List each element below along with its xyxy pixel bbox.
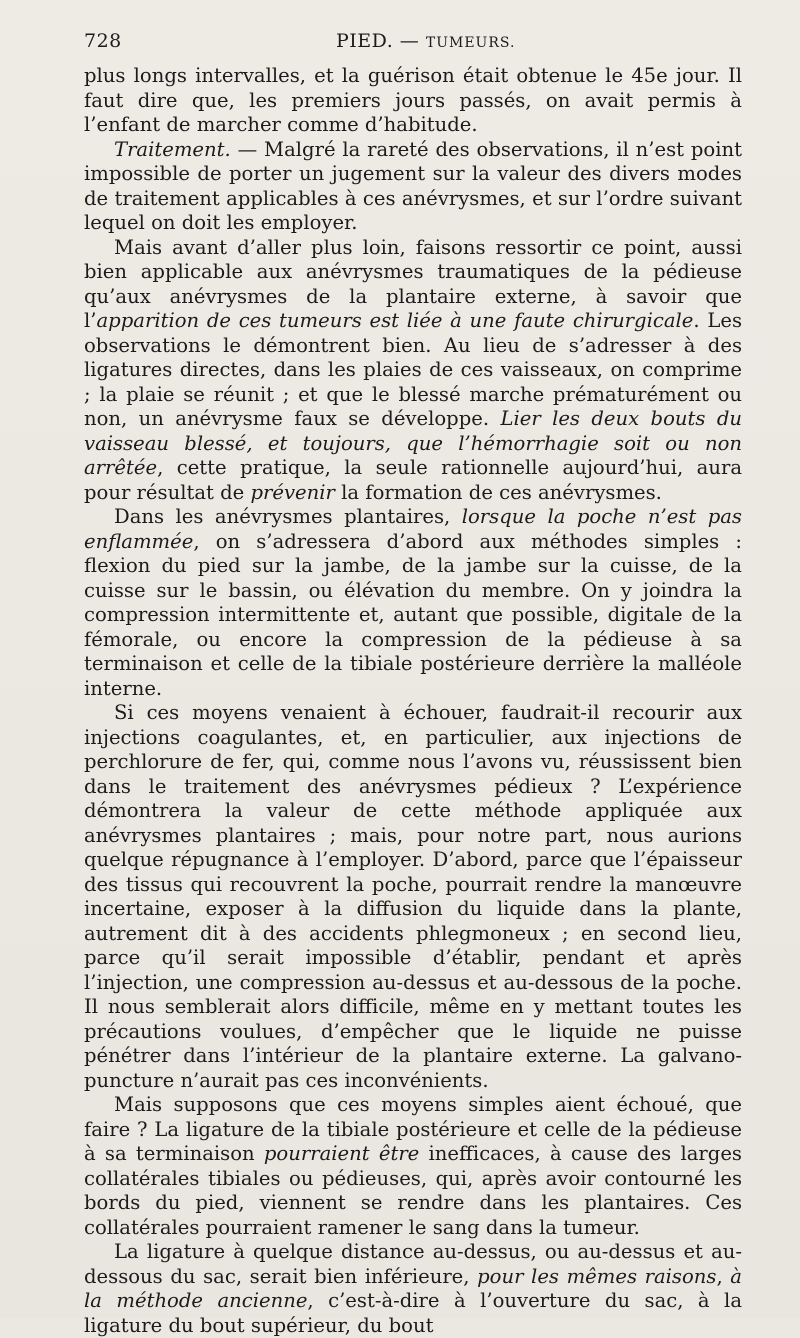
italic-text: pour les mêmes raisons (477, 1264, 717, 1288)
text-run: , (716, 1264, 731, 1288)
text-run: — Malgré la rareté des observations, il n’est point impossible de porter un jugement sur la valeur des divers modes de traitement applicables à ces anévrysmes, et sur l’ordre suivant lequel on doit les employer. (84, 137, 742, 234)
running-head-subtitle: TUMEURS. (425, 35, 516, 51)
paragraph (84, 236, 742, 506)
italic-text: pourraient être (263, 1142, 420, 1165)
running-head-title: PIED. (336, 30, 394, 52)
italic-text: à la méthode ancienne (84, 1264, 742, 1312)
italic-text: apparition de ces tumeurs est liée à une faute chirurgicale (96, 309, 694, 332)
italic-text: prévenir (250, 480, 335, 504)
text-run: Mais supposons que ces moyens simples aient échoué, que faire ? La ligature de la tibiale postérieure et celle de la pédieuse à sa terminaison (84, 1093, 742, 1165)
text-run: . Les observations le démontrent bien. Au lieu de s’adresser à des ligatures directes, dans les plaies de ces vaisseaux, on comprime ; la plaie se réunit ; et que le blessé marche prématurément ou non, un anévrysme faux se développe. (84, 309, 742, 430)
paragraph (84, 701, 742, 1093)
page-number: 728 (84, 30, 122, 52)
text-run: , on s’adressera d’abord aux méthodes simples : flexion du pied sur la jambe, de la jambe sur la cuisse, de la cuisse sur le bassin, ou élévation du membre. On y joindra la compression intermittente et, autant que possible, digitale de la fémorale, ou encore la compression de la pédieuse à sa terminaison et celle de la tibiale postérieure derrière la malléole interne. (84, 529, 742, 700)
text-run: inefficaces, à cause des larges collatérales tibiales ou pédieuses, qui, après avoir contourné les bords du pied, viennent se rendre dans les plantaires. Ces collatérales pourraient ramener le sang dans la tumeur. (84, 1142, 742, 1239)
text-run: , cette pratique, la seule rationnelle aujourd’hui, aura pour résultat de (84, 456, 742, 504)
running-head-dash: — (393, 30, 426, 52)
text-run: La ligature à quelque distance au-dessus, ou au-dessus et au-dessous du sac, serait bien inférieure, (84, 1240, 742, 1288)
text-run: la formation de ces anévrysmes. (334, 480, 662, 504)
italic-text: Lier les deux bouts du vaisseau blessé, et toujours, que l’hémorrhagie soit ou non arrêtée (84, 407, 742, 479)
paragraph (84, 64, 742, 138)
text-run: plus longs intervalles, et la guérison était obtenue le 45e jour. Il faut dire que, les premiers jours passés, on avait permis à l’enfant de marcher comme d’habitude. (84, 64, 742, 136)
running-head (336, 30, 515, 52)
paragraph (84, 1093, 742, 1240)
body-text (84, 64, 742, 1338)
text-run: , c’est-à-dire à l’ouverture du sac, à la ligature du bout supérieur, du bout (84, 1289, 742, 1337)
paragraph (84, 1240, 742, 1338)
paragraph (84, 505, 742, 701)
text-run: Mais avant d’aller plus loin, faisons ressortir ce point, aussi bien applicable aux anévrysmes traumatiques de la pédieuse qu’aux anévrysmes de la plantaire externe, à savoir que l’ (84, 235, 742, 332)
text-run: Dans les anévrysmes plantaires, (114, 505, 462, 528)
italic-text: Traitement. (114, 137, 231, 161)
page-header (84, 30, 742, 64)
italic-text: lorsque la poche n’est pas enflammée (84, 505, 742, 553)
text-run: Si ces moyens venaient à échouer, faudrait-il recourir aux injections coagulantes, et, en particulier, aux injections de perchlorure de fer, qui, comme nous l’avons vu, réussissent bien dans le traitement des anévrysmes pédieux ? L’expérience démontrera la valeur de cette méthode appliquée aux anévrysmes plantaires ; mais, pour notre part, nous aurions quelque répugnance à l’employer. D’abord, parce que l’épaisseur des tissus qui recouvrent la poche, pourrait rendre la manœuvre incertaine, exposer à la diffusion du liquide dans la plante, autrement dit à des accidents phlegmoneux ; en second lieu, parce qu’il serait impossible d’établir, pendant et après l’injection, une compression au-dessus et au-dessous de la poche. Il nous semblerait alors difficile, même en y mettant toutes les précautions voulues, d’empêcher que le liquide ne puisse pénétrer dans l’intérieur de la plantaire externe. La galvano-puncture n’aurait pas ces inconvénients. (84, 701, 742, 1092)
paragraph (84, 138, 742, 236)
